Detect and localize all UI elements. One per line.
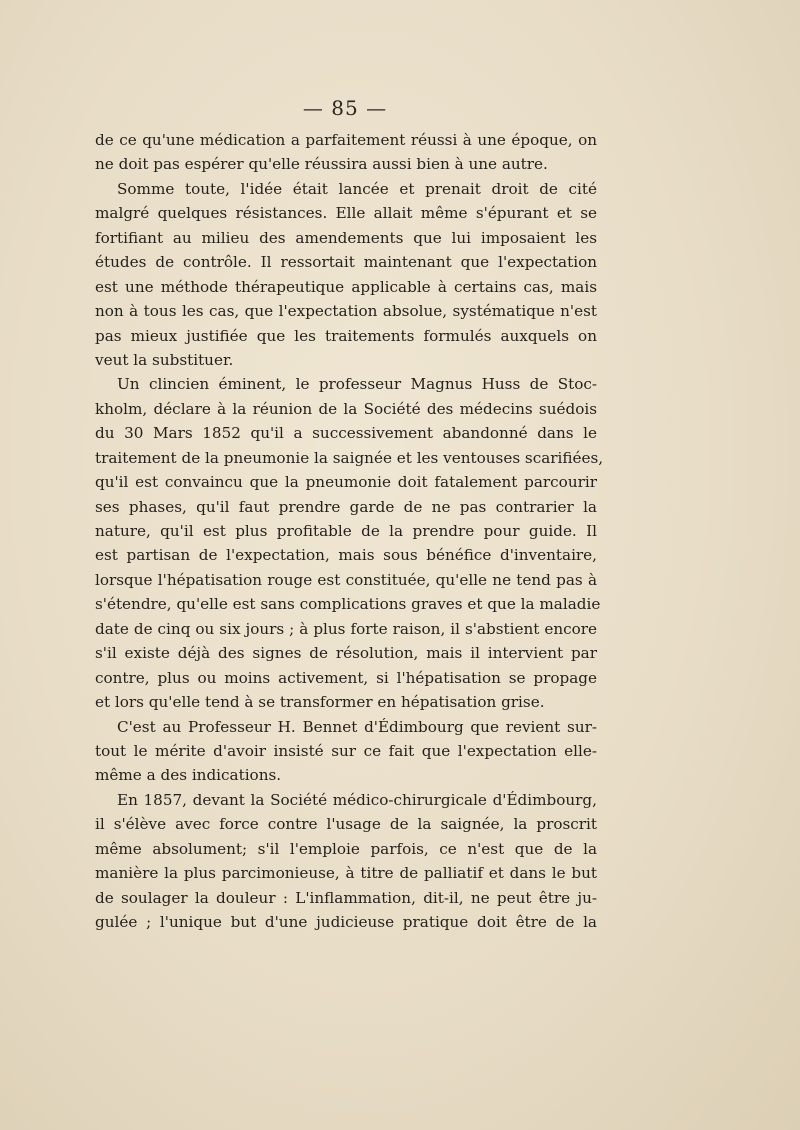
paragraph: [95, 715, 597, 788]
text-line: C'est au Professeur H. Bennet d'Édimbourg que revient sur-: [117, 717, 597, 736]
text-line: En 1857, devant la Société médico-chirurgicale d'Édimbourg,: [117, 790, 597, 809]
text-line: il s'élève avec force contre l'usage de la saignée, la proscrit: [95, 815, 597, 834]
text-line: est une méthode thérapeutique applicable à certains cas, mais: [95, 277, 597, 296]
paragraph: [95, 788, 597, 935]
text-line: Un clincien éminent, le professeur Magnus Huss de Stoc-: [117, 375, 597, 394]
text-line: tout le mérite d'avoir insisté sur ce fait que l'expectation elle-: [95, 741, 597, 760]
text-line: du 30 Mars 1852 qu'il a successivement abandonné dans le: [95, 424, 597, 443]
paragraph: [95, 177, 597, 373]
text-line: ne doit pas espérer qu'elle réussira aussi bien à une autre.: [95, 155, 548, 174]
text-line: manière la plus parcimonieuse, à titre de palliatif et dans le but: [95, 864, 597, 883]
text-line: ses phases, qu'il faut prendre garde de ne pas contrarier la: [95, 497, 597, 516]
text-line: et lors qu'elle tend à se transformer en hépatisation grise.: [95, 693, 545, 712]
text-line: non à tous les cas, que l'expectation absolue, systématique n'est: [95, 302, 597, 321]
text-line: études de contrôle. Il ressortait maintenant que l'expectation: [95, 253, 597, 272]
text-line: date de cinq ou six jours ; à plus forte raison, il s'abstient encore: [95, 619, 597, 638]
text-line: même absolument; s'il l'emploie parfois, ce n'est que de la: [95, 839, 597, 858]
text-line: s'étendre, qu'elle est sans complications graves et que la maladie: [95, 595, 601, 614]
text-line: nature, qu'il est plus profitable de la prendre pour guide. Il: [95, 522, 597, 540]
paragraph: [95, 372, 604, 714]
text-line: s'il existe déjà des signes de résolution, mais il intervient par: [95, 644, 597, 663]
text-line: fortifiant au milieu des amendements que lui imposaient les: [95, 228, 597, 247]
page-number: — 85 —: [302, 96, 388, 120]
text-line: malgré quelques résistances. Elle allait même s'épurant et se: [95, 204, 597, 223]
text-line: de soulager la douleur : L'inflammation, dit-il, ne peut être ju-: [95, 888, 597, 907]
paragraph: [95, 128, 597, 177]
text-line: pas mieux justifiée que les traitements formulés auxquels on: [95, 326, 597, 345]
text-line: de ce qu'une médication a parfaitement réussi à une époque, on: [95, 131, 597, 149]
body-text: [95, 128, 604, 934]
text-line: lorsque l'hépatisation rouge est constituée, qu'elle ne tend pas à: [95, 570, 597, 589]
text-line: contre, plus ou moins activement, si l'hépatisation se propage: [95, 668, 597, 687]
text-line: gulée ; l'unique but d'une judicieuse pratique doit être de la: [95, 913, 597, 931]
text-line: même a des indications.: [95, 766, 282, 785]
text-line: kholm, déclare à la réunion de la Société des médecins suédois: [95, 399, 597, 418]
text-line: Somme toute, l'idée était lancée et prenait droit de cité: [117, 179, 597, 198]
text-line: veut la substituer.: [95, 350, 234, 369]
text-line: traitement de la pneumonie la saignée et les ventouses scarifiées,: [95, 448, 604, 467]
text-line: qu'il est convaincu que la pneumonie doit fatalement parcourir: [95, 473, 597, 492]
text-line: est partisan de l'expectation, mais sous bénéfice d'inventaire,: [95, 546, 597, 565]
